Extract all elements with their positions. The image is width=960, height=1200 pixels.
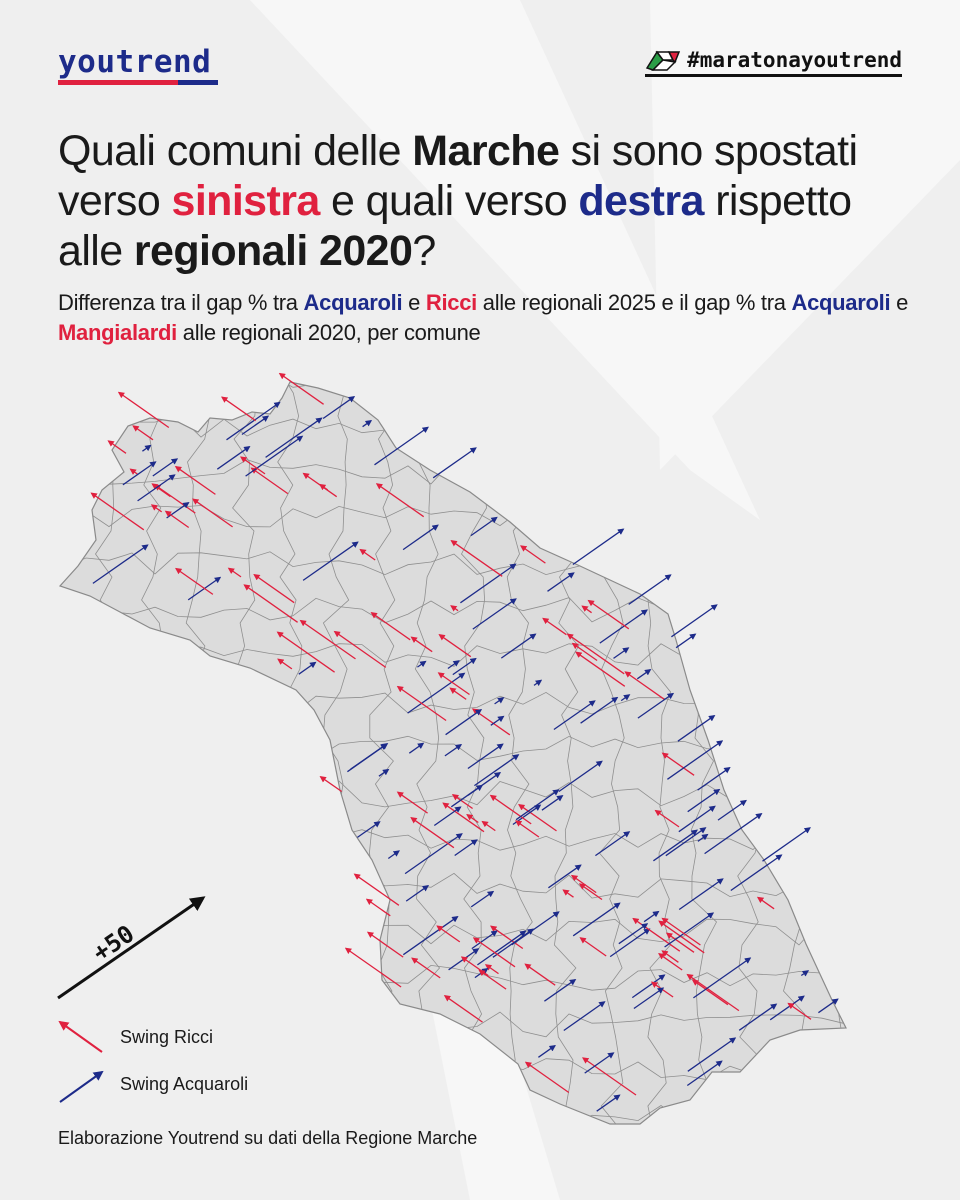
page-title: Quali comuni delle Marche si sono spostati verso sinistra e quali verso destra rispetto alle regionali 2020? (58, 127, 858, 275)
italian-flag-icon (645, 48, 681, 72)
legend-acquaroli-label: Swing Acquaroli (120, 1074, 249, 1094)
hashtag-badge (645, 48, 902, 77)
swing-arrow-acquaroli (763, 828, 810, 861)
scale-label: +50 (87, 919, 140, 967)
logo-underline (58, 80, 218, 85)
municipal-border (40, 368, 845, 392)
swing-arrow-acquaroli (671, 605, 716, 637)
title-region: Marche (412, 127, 560, 175)
title-right-word: destra (578, 177, 704, 225)
legend-ricci-arrow (60, 1022, 102, 1052)
swing-arrow-acquaroli (433, 448, 476, 478)
title-left-word: sinistra (171, 177, 320, 225)
youtrend-logo[interactable]: youtrend (58, 44, 212, 80)
source-note: Elaborazione Youtrend su dati della Regione Marche (58, 1128, 478, 1148)
legend-acquaroli-arrow (60, 1072, 102, 1102)
swing-arrow-acquaroli (676, 634, 695, 648)
title-election: regionali 2020 (133, 227, 413, 275)
hashtag-text[interactable]: #maratonayoutrend (687, 48, 902, 72)
municipal-border (47, 370, 72, 1129)
marche-region-shape (60, 382, 846, 1124)
municipal-border (40, 1103, 845, 1129)
swing-arrow-acquaroli (629, 575, 671, 604)
swing-arrow-ricci (367, 899, 390, 915)
page-subtitle: Differenza tra il gap % tra Acquaroli e Ricci alle regionali 2025 e il gap % tra Acquaroli e Mangialardi alle regionali 2020, per comune (58, 290, 909, 345)
swing-arrow-acquaroli (573, 529, 623, 564)
legend-ricci-label: Swing Ricci (120, 1027, 214, 1047)
